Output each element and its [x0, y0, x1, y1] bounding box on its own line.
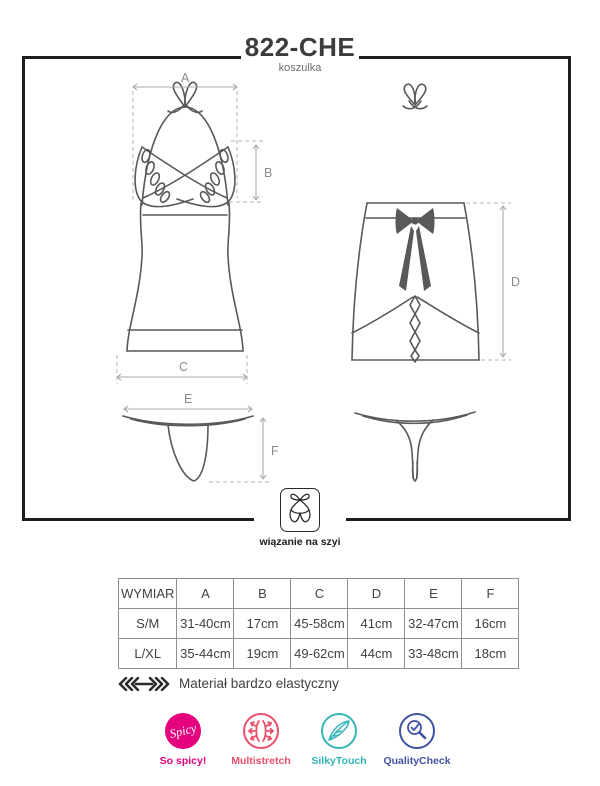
dim-label-a: A	[181, 71, 190, 85]
col-header-c: C	[291, 579, 348, 609]
badge-qualitycheck	[383, 712, 451, 767]
col-header-f: F	[462, 579, 519, 609]
header	[241, 34, 359, 74]
col-header-b: B	[234, 579, 291, 609]
dim-label-b: B	[264, 166, 273, 180]
size-table-header-row	[119, 579, 519, 609]
value-cell: 45-58cm	[291, 609, 348, 639]
value-cell: 32-47cm	[405, 609, 462, 639]
neck-tie-icon	[280, 488, 320, 532]
diagram-frame	[22, 56, 571, 521]
product-type: koszulka	[278, 62, 322, 75]
size-table	[118, 578, 519, 669]
qualitycheck-icon	[398, 712, 436, 750]
badge-spicy	[152, 712, 214, 767]
badge-silkytouch-label: SilkyTouch	[311, 755, 367, 767]
badge-multistretch-label: Multistretch	[231, 755, 291, 767]
value-cell: 49-62cm	[291, 639, 348, 669]
value-cell: 35-44cm	[177, 639, 234, 669]
spicy-icon	[164, 712, 202, 750]
badge-qualitycheck-label: QualityCheck	[383, 755, 451, 767]
col-header-a: A	[177, 579, 234, 609]
col-header-e: E	[405, 579, 462, 609]
dim-label-d: D	[511, 275, 521, 289]
value-cell: 31-40cm	[177, 609, 234, 639]
value-cell: 17cm	[234, 609, 291, 639]
dim-label-e: E	[184, 392, 193, 406]
size-cell: S/M	[119, 609, 177, 639]
col-header-wymiar: WYMIAR	[119, 579, 177, 609]
dim-label-c: C	[179, 360, 189, 374]
material-note-text: Materiał bardzo elastyczny	[179, 676, 339, 691]
material-note	[118, 676, 339, 691]
value-cell: 19cm	[234, 639, 291, 669]
size-cell: L/XL	[119, 639, 177, 669]
value-cell: 18cm	[462, 639, 519, 669]
stretch-arrows-icon	[118, 677, 170, 691]
value-cell: 41cm	[348, 609, 405, 639]
svg-text:Spicy: Spicy	[168, 720, 198, 742]
table-row	[119, 639, 519, 669]
multistretch-icon	[242, 712, 280, 750]
badge-spicy-label: So spicy!	[159, 755, 207, 767]
value-cell: 44cm	[348, 639, 405, 669]
neck-tie-label: wiązanie na szyi	[259, 536, 341, 548]
col-header-d: D	[348, 579, 405, 609]
neck-tie-feature	[254, 488, 346, 550]
product-code: 822-CHE	[244, 32, 356, 62]
dim-label-f: F	[271, 444, 279, 458]
badge-multistretch	[230, 712, 292, 767]
feature-badges	[0, 712, 600, 767]
value-cell: 16cm	[462, 609, 519, 639]
badge-silkytouch	[308, 712, 370, 767]
value-cell: 33-48cm	[405, 639, 462, 669]
silkytouch-icon	[320, 712, 358, 750]
table-row	[119, 609, 519, 639]
